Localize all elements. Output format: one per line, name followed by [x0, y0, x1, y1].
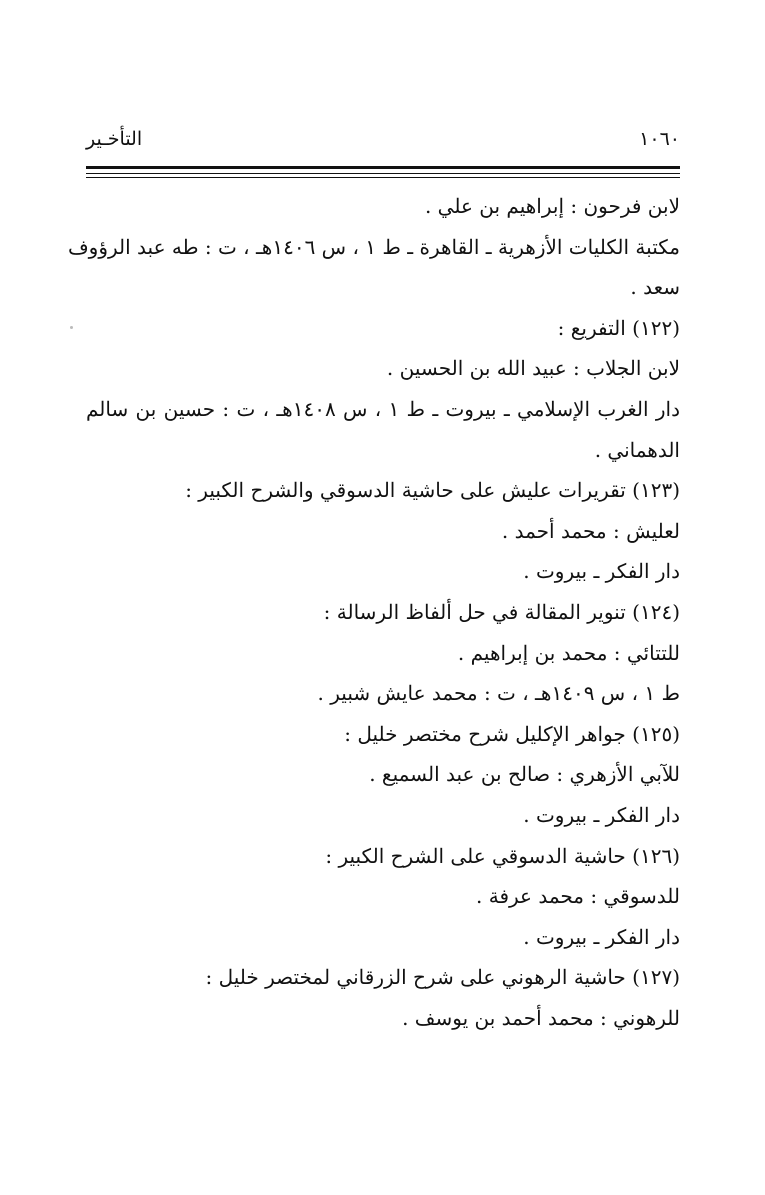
header-rule-thin: [86, 173, 680, 174]
page-number: ١٠٦٠: [639, 128, 680, 150]
text-line: دار الغرب الإسلامي ـ بيروت ـ ط ١ ، س ١٤٠٨هـ ، ت : حسين بن سالم: [86, 396, 680, 421]
entry-heading: (١٢٣) تقريرات عليش على حاشية الدسوقي والشرح الكبير :: [185, 478, 680, 503]
text-line: للرهوني : محمد أحمد بن يوسف .: [402, 1005, 680, 1030]
text-line: ط ١ ، س ١٤٠٩هـ ، ت : محمد عايش شبير .: [317, 681, 680, 706]
header-rule-thin-lower: [86, 177, 680, 178]
text-line: للدسوقي : محمد عرفة .: [476, 884, 680, 909]
text-line: للتتائي : محمد بن إبراهيم .: [457, 640, 680, 665]
header-rule-thick: [86, 166, 680, 169]
text-line: دار الفكر ـ بيروت .: [523, 802, 680, 827]
text-line: لابن فرحون : إبراهيم بن علي .: [424, 194, 680, 218]
text-line: مكتبة الكليات الأزهرية ـ القاهرة ـ ط ١ ، س ١٤٠٦هـ ، ت : طه عبد الرؤوف: [67, 234, 680, 259]
running-header-title: التأخـير: [86, 128, 143, 150]
bibliography-list: [67, 186, 680, 1038]
text-line: دار الفكر ـ بيروت .: [523, 924, 680, 949]
text-line: للآبي الأزهري : صالح بن عبد السميع .: [369, 762, 680, 787]
text-line: سعد .: [630, 275, 680, 300]
entry-heading: (١٢٧) حاشية الرهوني على شرح الزرقاني لمختصر خليل :: [205, 965, 680, 990]
entry-heading: (١٢٢) التفريع :: [557, 315, 680, 340]
entry-heading: (١٢٦) حاشية الدسوقي على الشرح الكبير :: [325, 843, 680, 868]
entry-heading: (١٢٤) تنوير المقالة في حل ألفاظ الرسالة :: [323, 599, 680, 624]
entry-heading: (١٢٥) جواهر الإكليل شرح مختصر خليل :: [344, 721, 680, 746]
text-line: لعليش : محمد أحمد .: [501, 518, 680, 543]
running-header: [86, 128, 680, 162]
scan-speck: [70, 326, 73, 329]
text-line: لابن الجلاب : عبيد الله بن الحسين .: [386, 356, 680, 381]
text-line: دار الفكر ـ بيروت .: [523, 559, 680, 584]
text-line: الدهماني .: [594, 437, 680, 462]
